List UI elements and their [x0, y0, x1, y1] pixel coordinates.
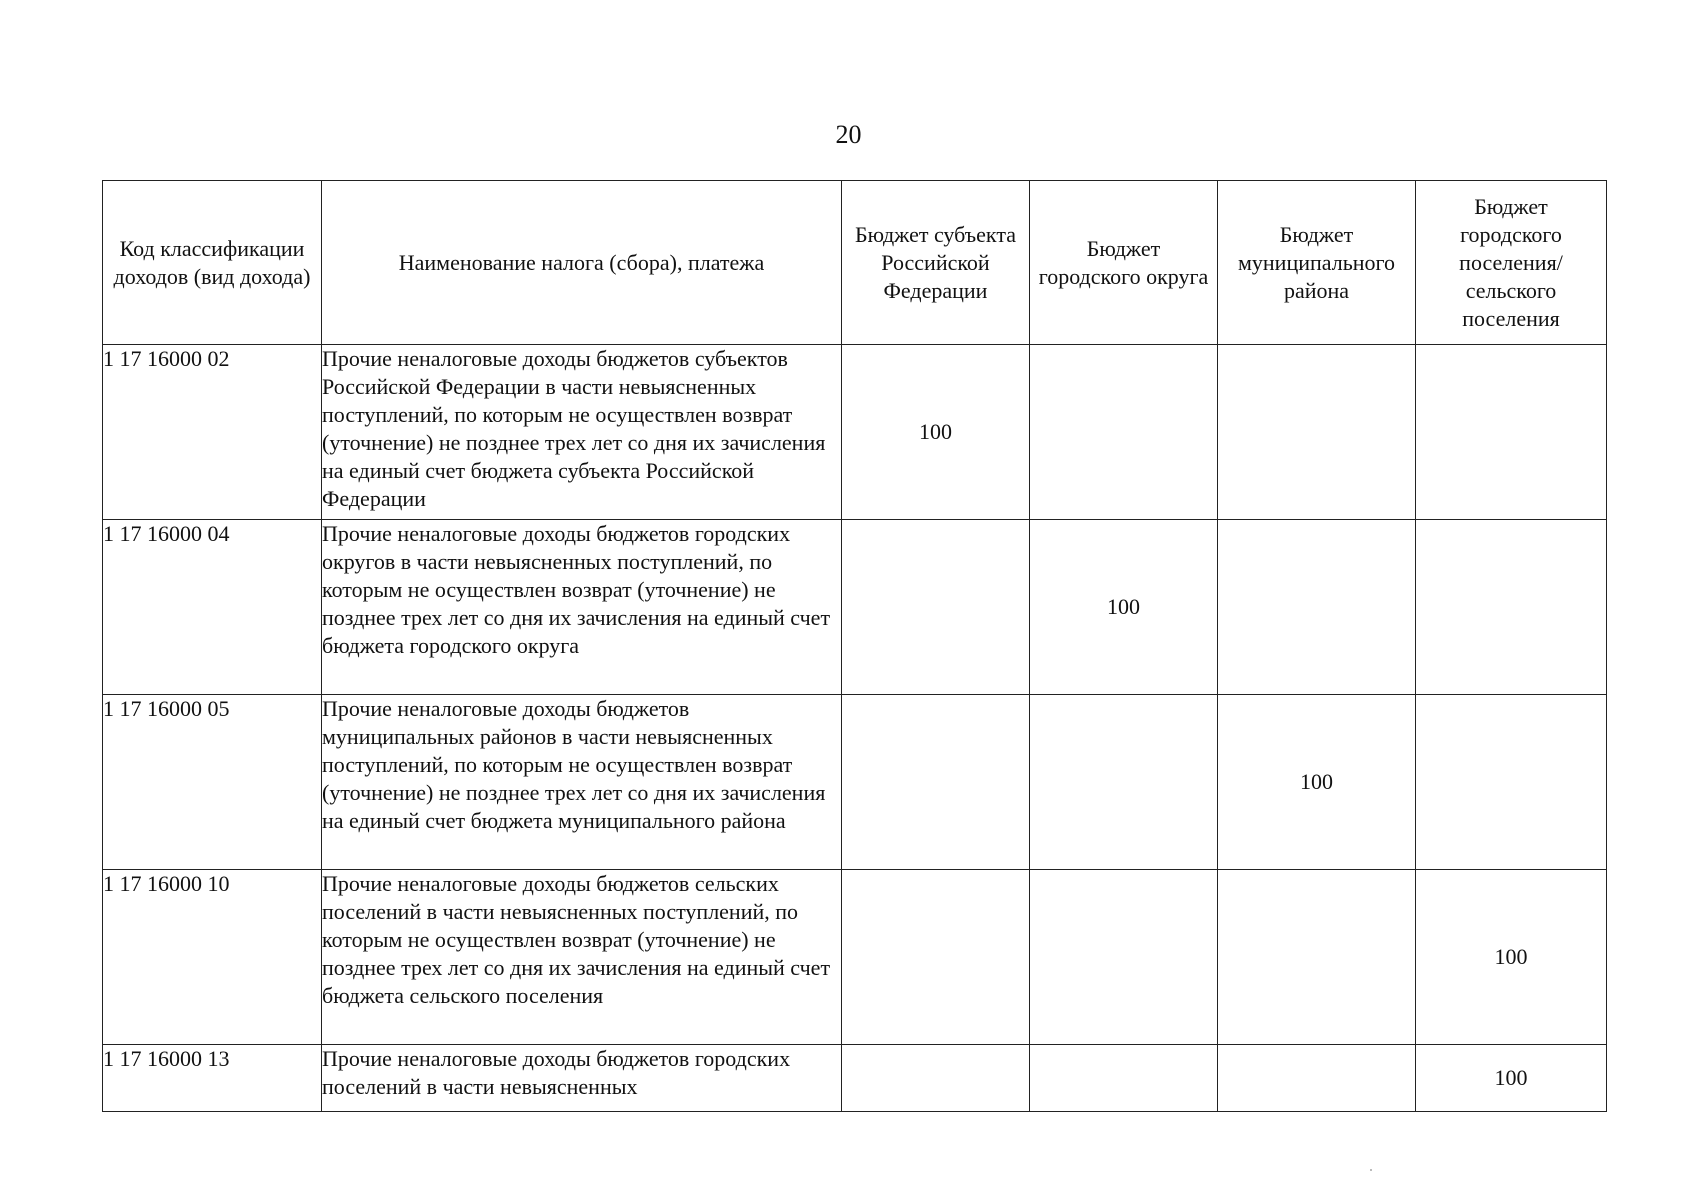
- subject-budget-cell: [842, 695, 1030, 870]
- header-municipal-district-budget: Бюджет муниципального района: [1218, 181, 1416, 345]
- table-row: [103, 695, 1607, 870]
- header-subject-budget: Бюджет субъекта Российской Федерации: [842, 181, 1030, 345]
- municipal-district-budget-cell: [1218, 870, 1416, 1045]
- subject-budget-cell: 100: [842, 345, 1030, 520]
- city-district-budget-cell: [1030, 695, 1218, 870]
- header-name: Наименование налога (сбора), платежа: [322, 181, 842, 345]
- settlement-budget-cell: 100: [1416, 870, 1607, 1045]
- income-name-cell: Прочие неналоговые доходы бюджетов сельских поселений в части невыясненных поступлений, по которым не осуществлен возврат (уточнение) не позднее трех лет со дня их зачисления на единый счет бюджета сельского поселения: [322, 870, 842, 1045]
- income-name-cell: Прочие неналоговые доходы бюджетов субъектов Российской Федерации в части невыясненных поступлений, по которым не осуществлен возврат (уточнение) не позднее трех лет со дня их зачисления на единый счет бюджета субъекта Российской Федерации: [322, 345, 842, 520]
- income-code-cell: 1 17 16000 13: [103, 1045, 322, 1112]
- table-row: [103, 345, 1607, 520]
- page-number: 20: [835, 120, 862, 149]
- income-code-cell: 1 17 16000 10: [103, 870, 322, 1045]
- municipal-district-budget-cell: [1218, 520, 1416, 695]
- income-name-cell: Прочие неналоговые доходы бюджетов городских поселений в части невыясненных: [322, 1045, 842, 1112]
- header-settlement-budget: Бюджет городского поселения/ сельского поселения: [1416, 181, 1607, 345]
- settlement-budget-cell: [1416, 695, 1607, 870]
- settlement-budget-cell: [1416, 345, 1607, 520]
- income-name-cell: Прочие неналоговые доходы бюджетов муниципальных районов в части невыясненных поступлений, по которым не осуществлен возврат (уточнение) не позднее трех лет со дня их зачисления на единый счет бюджета муниципального района: [322, 695, 842, 870]
- municipal-district-budget-cell: [1218, 345, 1416, 520]
- income-code-cell: 1 17 16000 02: [103, 345, 322, 520]
- city-district-budget-cell: 100: [1030, 520, 1218, 695]
- revenue-distribution-table: [102, 180, 1607, 1112]
- scan-speck: [1370, 1169, 1372, 1171]
- table-row: [103, 1045, 1607, 1112]
- settlement-budget-cell: [1416, 520, 1607, 695]
- table-row: [103, 520, 1607, 695]
- income-code-cell: 1 17 16000 04: [103, 520, 322, 695]
- municipal-district-budget-cell: 100: [1218, 695, 1416, 870]
- income-name-cell: Прочие неналоговые доходы бюджетов городских округов в части невыясненных поступлений, по которым не осуществлен возврат (уточнение) не позднее трех лет со дня их зачисления на единый счет бюджета городского округа: [322, 520, 842, 695]
- subject-budget-cell: [842, 870, 1030, 1045]
- income-code-cell: 1 17 16000 05: [103, 695, 322, 870]
- settlement-budget-cell: 100: [1416, 1045, 1607, 1112]
- header-city-district-budget: Бюджет городского округа: [1030, 181, 1218, 345]
- table-row: [103, 870, 1607, 1045]
- header-code: Код классификации доходов (вид дохода): [103, 181, 322, 345]
- city-district-budget-cell: [1030, 1045, 1218, 1112]
- subject-budget-cell: [842, 520, 1030, 695]
- city-district-budget-cell: [1030, 870, 1218, 1045]
- table-header-row: [103, 181, 1607, 345]
- subject-budget-cell: [842, 1045, 1030, 1112]
- municipal-district-budget-cell: [1218, 1045, 1416, 1112]
- city-district-budget-cell: [1030, 345, 1218, 520]
